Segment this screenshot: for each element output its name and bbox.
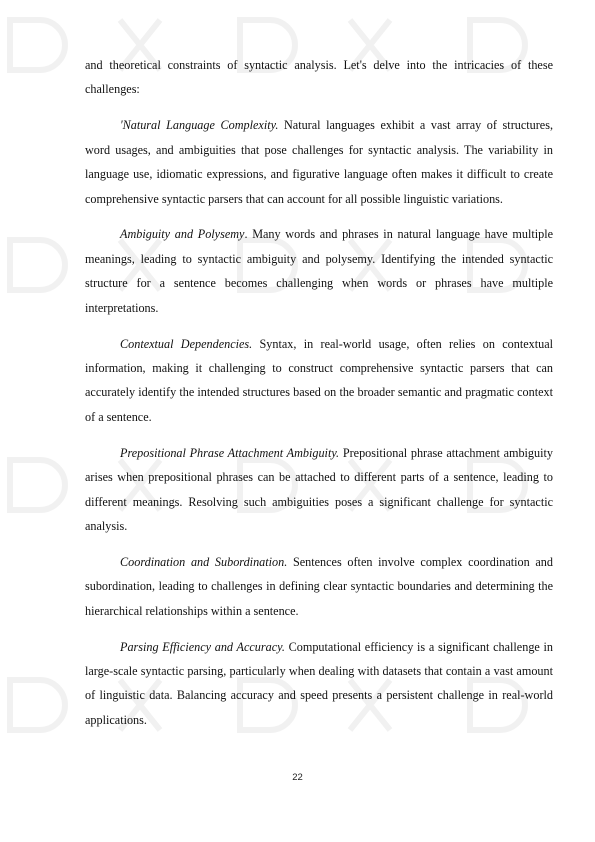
paragraph-natural-language-complexity <box>85 113 553 211</box>
paragraph-text: . Many words and phrases in natural language have multiple meanings, leading to syntactic ambiguity and polysemy. Identifying the intended syntactic structure for a sentence becomes challenging when words or phrases have multiple interpretations. <box>85 227 553 315</box>
paragraph-coordination-subordination <box>85 550 553 623</box>
paragraph-contextual-dependencies <box>85 332 553 430</box>
paragraph-prepositional-phrase <box>85 441 553 539</box>
intro-paragraph <box>85 53 553 102</box>
paragraph-term: Coordination and Subordination. <box>120 554 288 569</box>
page-number: 22 <box>292 772 303 783</box>
paragraph-term: Parsing Efficiency and Accuracy. <box>120 639 285 654</box>
paragraph-term: Prepositional Phrase Attachment Ambiguity. <box>120 445 340 460</box>
body-text <box>85 53 553 744</box>
paragraph-ambiguity-polysemy <box>85 222 553 320</box>
paragraph-text: Syntax, in real-world usage, often relies on contextual information, making it challenging to construct comprehensive syntactic parsers that can accurately identify the intended structures based on the broader semantic and pragmatic context of a sentence. <box>85 336 553 424</box>
paragraph-text: Computational efficiency is a significant challenge in large-scale syntactic parsing, particularly when dealing with datasets that contain a vast amount of linguistic data. Balancing accuracy and speed presents a persistent challenge in real-world applications. <box>85 639 554 727</box>
paragraph-text: Natural languages exhibit a vast array of structures, word usages, and ambiguities that pose challenges for syntactic analysis. The variability in language use, idiomatic expressions, and figurative language often makes it difficult to create comprehensive syntactic parsers that can account for all possible linguistic variations. <box>85 118 553 206</box>
paragraph-parsing-efficiency <box>85 635 553 733</box>
paragraph-term: Ambiguity and Polysemy <box>120 227 245 242</box>
paragraph-text: Prepositional phrase attachment ambiguity arises when prepositional phrases can be attached to different parts of a sentence, leading to different meanings. Resolving such ambiguities poses a significant challenge for syntactic analysis. <box>85 445 553 533</box>
paragraph-text: and theoretical constraints of syntactic analysis. Let's delve into the intricacies of these challenges: <box>85 58 553 97</box>
paragraph-text: Sentences often involve complex coordination and subordination, leading to challenges in defining clear syntactic boundaries and determining the hierarchical relationships within a sentence. <box>85 554 553 618</box>
paragraph-term: Contextual Dependencies. <box>120 336 253 351</box>
paragraph-term: 'Natural Language Complexity. <box>120 118 279 133</box>
